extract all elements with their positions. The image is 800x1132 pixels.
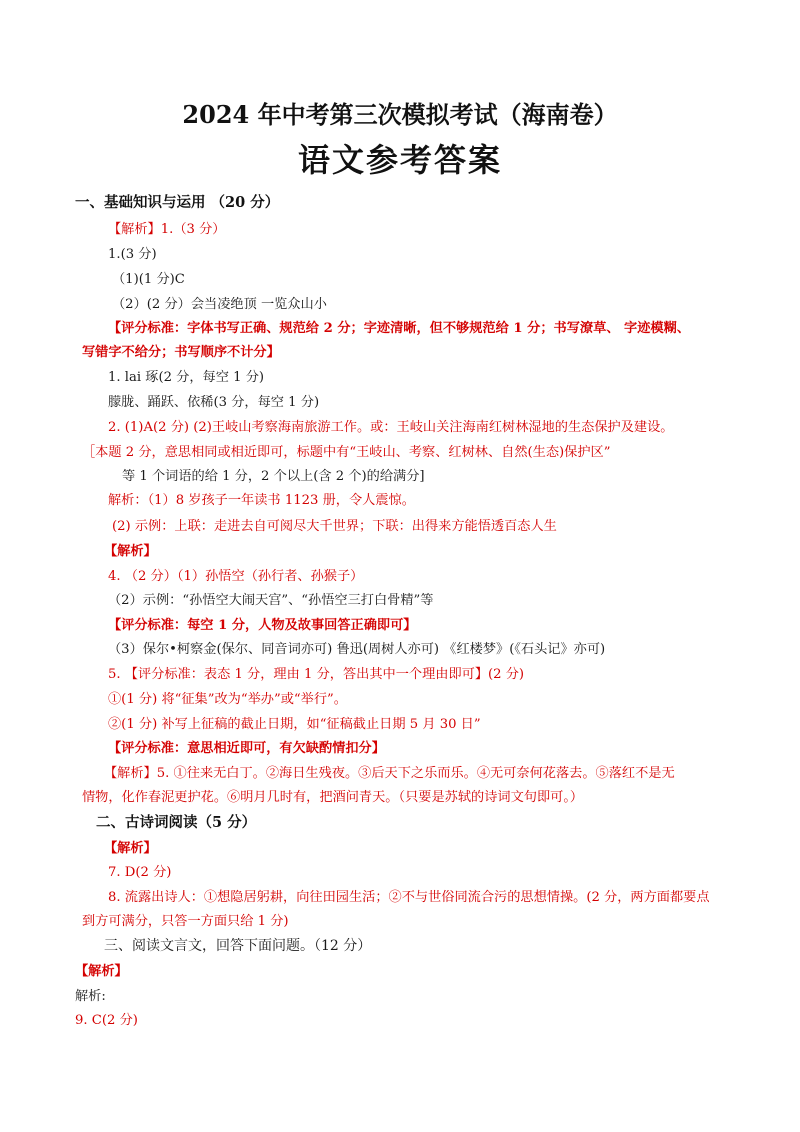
answer-line: 到方可满分，只答一方面只给 1 分) [82, 914, 289, 929]
answer-line: 9. C(2 分) [75, 1013, 138, 1028]
answer-line: （2）(2 分）会当凌绝顶 一览众山小 [112, 297, 327, 312]
answer-line: 2. (1)A(2 分) (2)王岐山考察海南旅游工作。或：王岐山关注海南红树林湿地的生态保护及建设。 [108, 420, 674, 435]
answer-line: 1. lai 琢(2 分，每空 1 分) [108, 370, 265, 385]
answer-key-title: 语文参考答案 [297, 141, 502, 179]
answer-line: 【评分标准：字体书写正确、规范给 2 分；字迹清晰，但不够规范给 1 分；书写潦草、 字迹模糊、 [108, 321, 690, 336]
answer-line: 8. 流露出诗人：①想隐居躬耕，向往田园生活；②不与世俗同流合污的思想情操。(2 分，两方面都要点 [108, 890, 710, 905]
answer-line: 【解析】 [104, 544, 157, 559]
answer-line: （1)(1 分)C [112, 272, 185, 287]
answer-line: 等 1 个词语的给 1 分，2 个以上(含 2 个)的给满分] [122, 469, 425, 484]
answer-line: 7. D(2 分) [108, 865, 172, 880]
answer-line: 【评分标准：每空 1 分，人物及故事回答正确即可】 [108, 618, 417, 633]
answer-line: 朦胧、踊跃、依稀(3 分，每空 1 分) [108, 395, 320, 410]
answer-line: 【解析】 [75, 964, 128, 979]
answer-line: ①(1 分) 将“征集”改为“举办”或“举行”。 [108, 692, 347, 707]
answer-line: 1.(3 分) [108, 247, 157, 262]
answer-line: 写错字不给分；书写顺序不计分】 [82, 345, 280, 360]
answer-line: 【解析】 [104, 841, 157, 856]
answer-line: (2) 示例：上联：走进去自可阅尽大千世界；下联：出得来方能悟透百态人生 [112, 519, 557, 534]
answer-line: （3）保尔•柯察金(保尔、同音词亦可) 鲁迅(周树人亦可) 《红楼梦》(《石头记》亦可) [108, 642, 606, 657]
answer-line: 【评分标准：意思相近即可，有欠缺酌情扣分】 [108, 741, 385, 756]
answer-line: 解析: [75, 989, 106, 1004]
answer-line: （2）示例：“孙悟空大闹天宫”、“孙悟空三打白骨精”等 [108, 593, 434, 608]
answer-line: ［本题 2 分，意思相同或相近即可，标题中有“王岐山、考察、红树林、自然(生态)保护区” [82, 445, 611, 460]
exam-title: 2024 年中考第三次模拟考试（海南卷） [182, 100, 618, 129]
answer-line: 4. （2 分）（1）孙悟空（孙行者、孙猴子） [108, 569, 364, 584]
section-heading: 二、古诗词阅读（5 分） [96, 814, 257, 831]
answer-line: 三、阅读文言文，回答下面问题。（12 分） [104, 938, 372, 954]
answer-line: 5. 【评分标准：表态 1 分，理由 1 分，答出其中一个理由即可】(2 分) [108, 667, 525, 682]
answer-line: 解析：（1）8 岁孩子一年读书 1123 册，令人震惊。 [108, 493, 415, 508]
answer-line: ②(1 分) 补写上征稿的截止日期，如“征稿截止日期 5 月 30 日” [108, 717, 481, 732]
answer-line: 【解析】5. ①往来无白丁。②海日生残夜。③后天下之乐而乐。④无可奈何花落去。⑤落红不是无 [104, 766, 675, 781]
answer-line: 【解析】1.（3 分） [108, 222, 226, 237]
answer-line: 情物，化作春泥更护花。⑥明月几时有，把酒问青天。（只要是苏轼的诗词文句即可。） [82, 790, 584, 805]
section-heading: 一、基础知识与运用 （20 分） [75, 194, 280, 211]
